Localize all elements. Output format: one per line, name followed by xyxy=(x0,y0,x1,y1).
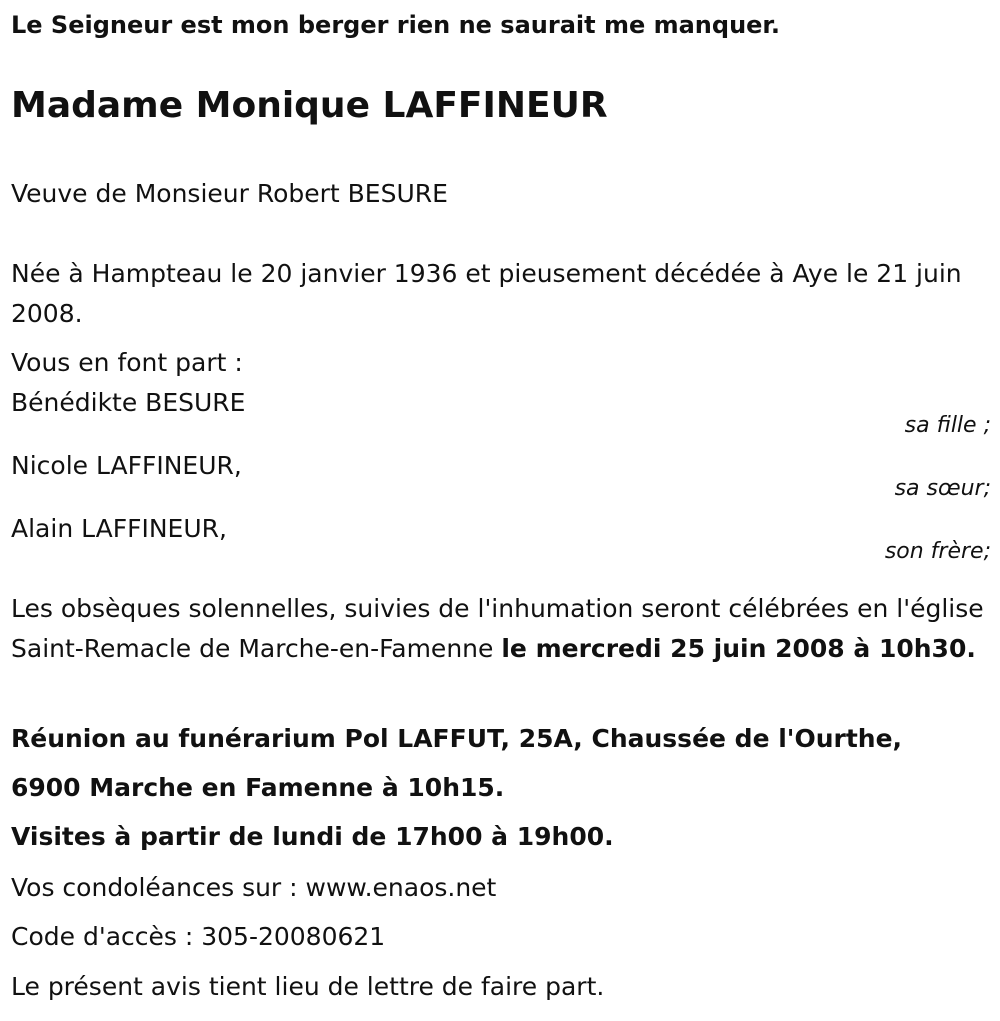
deceased-name: Madame Monique LAFFINEUR xyxy=(11,85,608,126)
family-member-name: Nicole LAFFINEUR, xyxy=(11,451,242,480)
meeting-line-2: 6900 Marche en Famenne à 10h15. xyxy=(11,773,505,802)
condolences-line: Vos condoléances sur : www.enaos.net xyxy=(11,873,497,902)
announce-intro: Vous en font part : xyxy=(11,348,243,377)
visits-line: Visites à partir de lundi de 17h00 à 19h00. xyxy=(11,822,614,851)
meeting-line-1: Réunion au funérarium Pol LAFFUT, 25A, Chaussée de l'Ourthe, xyxy=(11,724,903,753)
family-member-relation: sa sœur; xyxy=(894,476,991,501)
family-member-name: Alain LAFFINEUR, xyxy=(11,514,227,543)
birth-death-line: Née à Hampteau le 20 janvier 1936 et pieusement décédée à Aye le 21 juin 2008. xyxy=(11,259,962,328)
motto-heading: Le Seigneur est mon berger rien ne saurait me manquer. xyxy=(11,11,780,39)
family-member-relation: sa fille ; xyxy=(904,413,991,438)
family-member-name: Bénédikte BESURE xyxy=(11,388,246,417)
access-code-line: Code d'accès : 305-20080621 xyxy=(11,922,386,951)
funeral-text: Les obsèques solennelles, suivies de l'inhumation seront célébrées en l'église Saint-Remacle de Marche-en-Famenne xyxy=(11,594,984,663)
funeral-paragraph xyxy=(11,589,996,669)
closing-line: Le présent avis tient lieu de lettre de faire part. xyxy=(11,972,605,1001)
funeral-date: le mercredi 25 juin 2008 à 10h30. xyxy=(501,634,976,663)
family-member-relation: son frère; xyxy=(884,539,991,564)
widow-line: Veuve de Monsieur Robert BESURE xyxy=(11,179,448,208)
